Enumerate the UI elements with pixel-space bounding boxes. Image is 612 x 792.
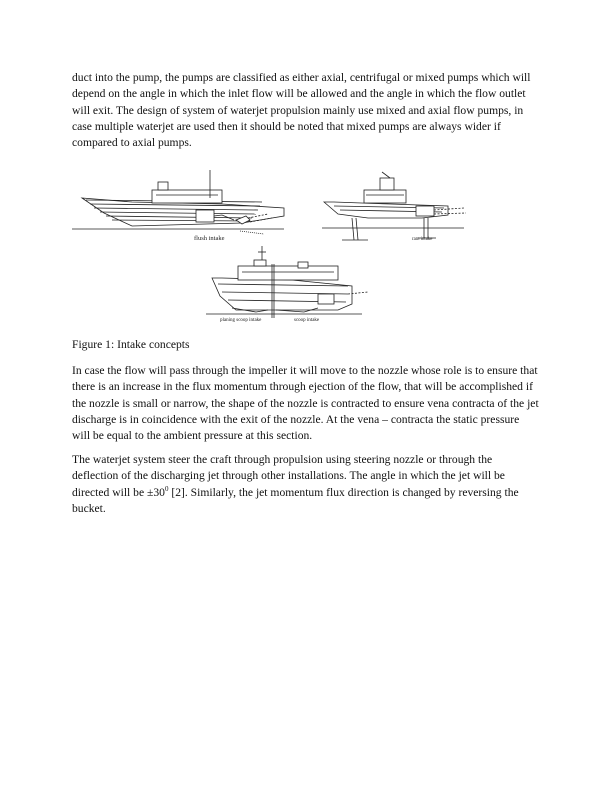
ram-intake-boat-drawing (322, 172, 466, 240)
paragraph-steering (72, 452, 540, 517)
degree-superscript: 0 (164, 484, 169, 493)
planing-scoop-intake-label: planing scoop intake (220, 318, 262, 323)
paragraph-steering-part-b: [2]. Similarly, the jet momentum flux direction is changed by reversing the bucket. (72, 485, 519, 515)
paragraph-steering-part-a: The waterjet system steer the craft through propulsion using steering nozzle or through the deflection of the discharging jet through other installations. The angle in which the jet will be directed will be ±30 (72, 453, 505, 499)
intake-concepts-figure (72, 168, 542, 330)
ram-intake-label: ram intake (412, 237, 433, 242)
scoop-intake-boat-drawing (206, 246, 368, 318)
flush-intake-label: flush intake (194, 235, 225, 242)
paragraph-nozzle: In case the flow will pass through the impeller it will move to the nozzle whose role is to ensure that there is an increase in the flux momentum through ejection of the flow, that will be accomplished if the nozzle is small or narrow, the shape of the nozzle is contracted to ensure vena contracta of the jet discharge is in coincidence with the exit of the nozzle. At the vena – contracta the static pressure will be equal to the ambient pressure at this section. (72, 364, 539, 443)
paragraph-pump-types: duct into the pump, the pumps are classified as either axial, centrifugal or mixed pumps which will depend on the angle in which the inlet flow will be allowed and the angle in which the flow outlet will exit. The design of system of waterjet propulsion mainly use mixed and axial flow pumps, in case multiple waterjet are used then it should be noted that mixed pumps are always wider if compared to axial pumps. (72, 71, 531, 150)
flush-intake-boat-drawing (72, 170, 284, 234)
scoop-intake-label: scoop intake (294, 318, 320, 323)
figure-caption: Figure 1: Intake concepts (72, 338, 190, 351)
